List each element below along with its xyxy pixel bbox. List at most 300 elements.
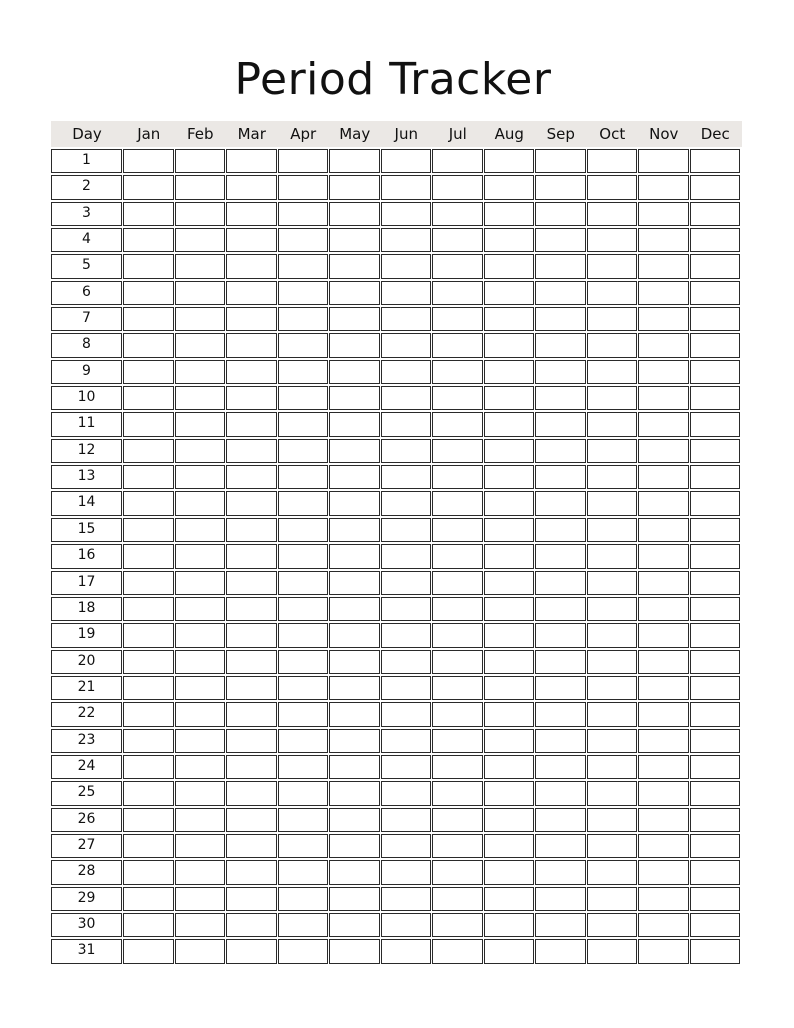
tracker-cell[interactable] bbox=[535, 781, 586, 805]
tracker-cell[interactable] bbox=[329, 571, 380, 595]
tracker-cell[interactable] bbox=[484, 650, 535, 674]
tracker-cell[interactable] bbox=[175, 491, 226, 515]
tracker-cell[interactable] bbox=[329, 676, 380, 700]
tracker-cell[interactable] bbox=[226, 887, 277, 911]
tracker-cell[interactable] bbox=[535, 623, 586, 647]
tracker-cell[interactable] bbox=[226, 755, 277, 779]
tracker-cell[interactable] bbox=[535, 281, 586, 305]
tracker-cell[interactable] bbox=[587, 491, 638, 515]
tracker-cell[interactable] bbox=[638, 623, 689, 647]
tracker-cell[interactable] bbox=[587, 939, 638, 963]
tracker-cell[interactable] bbox=[175, 175, 226, 199]
tracker-cell[interactable] bbox=[432, 834, 483, 858]
tracker-cell[interactable] bbox=[175, 939, 226, 963]
tracker-cell[interactable] bbox=[278, 781, 329, 805]
tracker-cell[interactable] bbox=[432, 729, 483, 753]
tracker-cell[interactable] bbox=[432, 518, 483, 542]
tracker-cell[interactable] bbox=[432, 676, 483, 700]
tracker-cell[interactable] bbox=[535, 202, 586, 226]
tracker-cell[interactable] bbox=[381, 597, 432, 621]
tracker-cell[interactable] bbox=[329, 781, 380, 805]
tracker-cell[interactable] bbox=[329, 175, 380, 199]
tracker-cell[interactable] bbox=[381, 254, 432, 278]
tracker-cell[interactable] bbox=[432, 808, 483, 832]
tracker-cell[interactable] bbox=[226, 281, 277, 305]
tracker-cell[interactable] bbox=[484, 702, 535, 726]
tracker-cell[interactable] bbox=[381, 676, 432, 700]
tracker-cell[interactable] bbox=[123, 781, 174, 805]
tracker-cell[interactable] bbox=[123, 834, 174, 858]
tracker-cell[interactable] bbox=[381, 939, 432, 963]
tracker-cell[interactable] bbox=[381, 412, 432, 436]
tracker-cell[interactable] bbox=[535, 913, 586, 937]
tracker-cell[interactable] bbox=[587, 281, 638, 305]
tracker-cell[interactable] bbox=[123, 228, 174, 252]
tracker-cell[interactable] bbox=[432, 360, 483, 384]
tracker-cell[interactable] bbox=[535, 333, 586, 357]
tracker-cell[interactable] bbox=[432, 149, 483, 173]
tracker-cell[interactable] bbox=[587, 175, 638, 199]
tracker-cell[interactable] bbox=[226, 623, 277, 647]
tracker-cell[interactable] bbox=[690, 465, 741, 489]
tracker-cell[interactable] bbox=[123, 676, 174, 700]
tracker-cell[interactable] bbox=[381, 623, 432, 647]
tracker-cell[interactable] bbox=[329, 307, 380, 331]
tracker-cell[interactable] bbox=[278, 808, 329, 832]
tracker-cell[interactable] bbox=[484, 887, 535, 911]
tracker-cell[interactable] bbox=[638, 544, 689, 568]
tracker-cell[interactable] bbox=[638, 939, 689, 963]
tracker-cell[interactable] bbox=[638, 860, 689, 884]
tracker-cell[interactable] bbox=[432, 439, 483, 463]
tracker-cell[interactable] bbox=[123, 623, 174, 647]
tracker-cell[interactable] bbox=[587, 650, 638, 674]
tracker-cell[interactable] bbox=[690, 544, 741, 568]
tracker-cell[interactable] bbox=[123, 412, 174, 436]
tracker-cell[interactable] bbox=[278, 228, 329, 252]
tracker-cell[interactable] bbox=[432, 702, 483, 726]
tracker-cell[interactable] bbox=[484, 333, 535, 357]
tracker-cell[interactable] bbox=[381, 729, 432, 753]
tracker-cell[interactable] bbox=[226, 518, 277, 542]
tracker-cell[interactable] bbox=[690, 254, 741, 278]
tracker-cell[interactable] bbox=[175, 623, 226, 647]
tracker-cell[interactable] bbox=[535, 491, 586, 515]
tracker-cell[interactable] bbox=[226, 175, 277, 199]
tracker-cell[interactable] bbox=[381, 755, 432, 779]
tracker-cell[interactable] bbox=[278, 307, 329, 331]
tracker-cell[interactable] bbox=[535, 571, 586, 595]
tracker-cell[interactable] bbox=[226, 544, 277, 568]
tracker-cell[interactable] bbox=[587, 333, 638, 357]
tracker-cell[interactable] bbox=[484, 729, 535, 753]
tracker-cell[interactable] bbox=[535, 307, 586, 331]
tracker-cell[interactable] bbox=[329, 623, 380, 647]
tracker-cell[interactable] bbox=[381, 386, 432, 410]
tracker-cell[interactable] bbox=[175, 360, 226, 384]
tracker-cell[interactable] bbox=[535, 518, 586, 542]
tracker-cell[interactable] bbox=[226, 254, 277, 278]
tracker-cell[interactable] bbox=[329, 491, 380, 515]
tracker-cell[interactable] bbox=[278, 360, 329, 384]
tracker-cell[interactable] bbox=[587, 623, 638, 647]
tracker-cell[interactable] bbox=[329, 913, 380, 937]
tracker-cell[interactable] bbox=[638, 729, 689, 753]
tracker-cell[interactable] bbox=[278, 913, 329, 937]
tracker-cell[interactable] bbox=[484, 781, 535, 805]
tracker-cell[interactable] bbox=[638, 360, 689, 384]
tracker-cell[interactable] bbox=[175, 597, 226, 621]
tracker-cell[interactable] bbox=[638, 597, 689, 621]
tracker-cell[interactable] bbox=[638, 571, 689, 595]
tracker-cell[interactable] bbox=[587, 228, 638, 252]
tracker-cell[interactable] bbox=[278, 202, 329, 226]
tracker-cell[interactable] bbox=[484, 412, 535, 436]
tracker-cell[interactable] bbox=[123, 281, 174, 305]
tracker-cell[interactable] bbox=[690, 939, 741, 963]
tracker-cell[interactable] bbox=[638, 307, 689, 331]
tracker-cell[interactable] bbox=[638, 518, 689, 542]
tracker-cell[interactable] bbox=[690, 412, 741, 436]
tracker-cell[interactable] bbox=[432, 860, 483, 884]
tracker-cell[interactable] bbox=[381, 781, 432, 805]
tracker-cell[interactable] bbox=[123, 465, 174, 489]
tracker-cell[interactable] bbox=[381, 175, 432, 199]
tracker-cell[interactable] bbox=[278, 571, 329, 595]
tracker-cell[interactable] bbox=[175, 729, 226, 753]
tracker-cell[interactable] bbox=[690, 360, 741, 384]
tracker-cell[interactable] bbox=[638, 281, 689, 305]
tracker-cell[interactable] bbox=[329, 650, 380, 674]
tracker-cell[interactable] bbox=[278, 149, 329, 173]
tracker-cell[interactable] bbox=[175, 571, 226, 595]
tracker-cell[interactable] bbox=[175, 333, 226, 357]
tracker-cell[interactable] bbox=[123, 254, 174, 278]
tracker-cell[interactable] bbox=[175, 544, 226, 568]
tracker-cell[interactable] bbox=[278, 887, 329, 911]
tracker-cell[interactable] bbox=[535, 755, 586, 779]
tracker-cell[interactable] bbox=[638, 439, 689, 463]
tracker-cell[interactable] bbox=[690, 333, 741, 357]
tracker-cell[interactable] bbox=[535, 544, 586, 568]
tracker-cell[interactable] bbox=[278, 729, 329, 753]
tracker-cell[interactable] bbox=[329, 202, 380, 226]
tracker-cell[interactable] bbox=[123, 702, 174, 726]
tracker-cell[interactable] bbox=[175, 254, 226, 278]
tracker-cell[interactable] bbox=[535, 650, 586, 674]
tracker-cell[interactable] bbox=[381, 149, 432, 173]
tracker-cell[interactable] bbox=[484, 386, 535, 410]
tracker-cell[interactable] bbox=[329, 465, 380, 489]
tracker-cell[interactable] bbox=[690, 571, 741, 595]
tracker-cell[interactable] bbox=[329, 597, 380, 621]
tracker-cell[interactable] bbox=[381, 544, 432, 568]
tracker-cell[interactable] bbox=[123, 571, 174, 595]
tracker-cell[interactable] bbox=[690, 175, 741, 199]
tracker-cell[interactable] bbox=[690, 887, 741, 911]
tracker-cell[interactable] bbox=[484, 202, 535, 226]
tracker-cell[interactable] bbox=[484, 149, 535, 173]
tracker-cell[interactable] bbox=[587, 729, 638, 753]
tracker-cell[interactable] bbox=[175, 913, 226, 937]
tracker-cell[interactable] bbox=[175, 834, 226, 858]
tracker-cell[interactable] bbox=[484, 676, 535, 700]
tracker-cell[interactable] bbox=[329, 808, 380, 832]
tracker-cell[interactable] bbox=[432, 228, 483, 252]
tracker-cell[interactable] bbox=[638, 386, 689, 410]
tracker-cell[interactable] bbox=[535, 808, 586, 832]
tracker-cell[interactable] bbox=[226, 465, 277, 489]
tracker-cell[interactable] bbox=[587, 465, 638, 489]
tracker-cell[interactable] bbox=[587, 834, 638, 858]
tracker-cell[interactable] bbox=[535, 228, 586, 252]
tracker-cell[interactable] bbox=[432, 650, 483, 674]
tracker-cell[interactable] bbox=[690, 808, 741, 832]
tracker-cell[interactable] bbox=[484, 439, 535, 463]
tracker-cell[interactable] bbox=[690, 228, 741, 252]
tracker-cell[interactable] bbox=[329, 360, 380, 384]
tracker-cell[interactable] bbox=[484, 834, 535, 858]
tracker-cell[interactable] bbox=[123, 913, 174, 937]
tracker-cell[interactable] bbox=[587, 254, 638, 278]
tracker-cell[interactable] bbox=[175, 781, 226, 805]
tracker-cell[interactable] bbox=[381, 333, 432, 357]
tracker-cell[interactable] bbox=[690, 439, 741, 463]
tracker-cell[interactable] bbox=[175, 702, 226, 726]
tracker-cell[interactable] bbox=[432, 623, 483, 647]
tracker-cell[interactable] bbox=[329, 254, 380, 278]
tracker-cell[interactable] bbox=[638, 834, 689, 858]
tracker-cell[interactable] bbox=[226, 333, 277, 357]
tracker-cell[interactable] bbox=[329, 386, 380, 410]
tracker-cell[interactable] bbox=[175, 307, 226, 331]
tracker-cell[interactable] bbox=[226, 571, 277, 595]
tracker-cell[interactable] bbox=[587, 360, 638, 384]
tracker-cell[interactable] bbox=[638, 808, 689, 832]
tracker-cell[interactable] bbox=[535, 175, 586, 199]
tracker-cell[interactable] bbox=[535, 834, 586, 858]
tracker-cell[interactable] bbox=[278, 702, 329, 726]
tracker-cell[interactable] bbox=[690, 729, 741, 753]
tracker-cell[interactable] bbox=[175, 887, 226, 911]
tracker-cell[interactable] bbox=[329, 834, 380, 858]
tracker-cell[interactable] bbox=[535, 254, 586, 278]
tracker-cell[interactable] bbox=[278, 386, 329, 410]
tracker-cell[interactable] bbox=[690, 781, 741, 805]
tracker-cell[interactable] bbox=[587, 544, 638, 568]
tracker-cell[interactable] bbox=[587, 386, 638, 410]
tracker-cell[interactable] bbox=[329, 518, 380, 542]
tracker-cell[interactable] bbox=[432, 254, 483, 278]
tracker-cell[interactable] bbox=[690, 755, 741, 779]
tracker-cell[interactable] bbox=[638, 175, 689, 199]
tracker-cell[interactable] bbox=[278, 597, 329, 621]
tracker-cell[interactable] bbox=[175, 650, 226, 674]
tracker-cell[interactable] bbox=[690, 281, 741, 305]
tracker-cell[interactable] bbox=[587, 913, 638, 937]
tracker-cell[interactable] bbox=[587, 307, 638, 331]
tracker-cell[interactable] bbox=[690, 860, 741, 884]
tracker-cell[interactable] bbox=[484, 465, 535, 489]
tracker-cell[interactable] bbox=[226, 676, 277, 700]
tracker-cell[interactable] bbox=[329, 702, 380, 726]
tracker-cell[interactable] bbox=[587, 202, 638, 226]
tracker-cell[interactable] bbox=[432, 781, 483, 805]
tracker-cell[interactable] bbox=[638, 676, 689, 700]
tracker-cell[interactable] bbox=[638, 254, 689, 278]
tracker-cell[interactable] bbox=[175, 202, 226, 226]
tracker-cell[interactable] bbox=[226, 307, 277, 331]
tracker-cell[interactable] bbox=[175, 281, 226, 305]
tracker-cell[interactable] bbox=[226, 149, 277, 173]
tracker-cell[interactable] bbox=[329, 333, 380, 357]
tracker-cell[interactable] bbox=[535, 939, 586, 963]
tracker-cell[interactable] bbox=[432, 491, 483, 515]
tracker-cell[interactable] bbox=[484, 571, 535, 595]
tracker-cell[interactable] bbox=[638, 333, 689, 357]
tracker-cell[interactable] bbox=[226, 491, 277, 515]
tracker-cell[interactable] bbox=[175, 439, 226, 463]
tracker-cell[interactable] bbox=[484, 860, 535, 884]
tracker-cell[interactable] bbox=[690, 307, 741, 331]
tracker-cell[interactable] bbox=[278, 254, 329, 278]
tracker-cell[interactable] bbox=[484, 360, 535, 384]
tracker-cell[interactable] bbox=[278, 623, 329, 647]
tracker-cell[interactable] bbox=[690, 491, 741, 515]
tracker-cell[interactable] bbox=[226, 729, 277, 753]
tracker-cell[interactable] bbox=[381, 702, 432, 726]
tracker-cell[interactable] bbox=[484, 175, 535, 199]
tracker-cell[interactable] bbox=[226, 860, 277, 884]
tracker-cell[interactable] bbox=[690, 913, 741, 937]
tracker-cell[interactable] bbox=[278, 465, 329, 489]
tracker-cell[interactable] bbox=[226, 808, 277, 832]
tracker-cell[interactable] bbox=[381, 465, 432, 489]
tracker-cell[interactable] bbox=[175, 755, 226, 779]
tracker-cell[interactable] bbox=[484, 597, 535, 621]
tracker-cell[interactable] bbox=[535, 887, 586, 911]
tracker-cell[interactable] bbox=[587, 702, 638, 726]
tracker-cell[interactable] bbox=[432, 913, 483, 937]
tracker-cell[interactable] bbox=[432, 386, 483, 410]
tracker-cell[interactable] bbox=[535, 360, 586, 384]
tracker-cell[interactable] bbox=[381, 808, 432, 832]
tracker-cell[interactable] bbox=[123, 307, 174, 331]
tracker-cell[interactable] bbox=[123, 597, 174, 621]
tracker-cell[interactable] bbox=[638, 650, 689, 674]
tracker-cell[interactable] bbox=[381, 913, 432, 937]
tracker-cell[interactable] bbox=[690, 202, 741, 226]
tracker-cell[interactable] bbox=[226, 597, 277, 621]
tracker-cell[interactable] bbox=[690, 518, 741, 542]
tracker-cell[interactable] bbox=[175, 465, 226, 489]
tracker-cell[interactable] bbox=[123, 491, 174, 515]
tracker-cell[interactable] bbox=[432, 281, 483, 305]
tracker-cell[interactable] bbox=[226, 939, 277, 963]
tracker-cell[interactable] bbox=[226, 202, 277, 226]
tracker-cell[interactable] bbox=[638, 149, 689, 173]
tracker-cell[interactable] bbox=[690, 149, 741, 173]
tracker-cell[interactable] bbox=[278, 860, 329, 884]
tracker-cell[interactable] bbox=[432, 887, 483, 911]
tracker-cell[interactable] bbox=[432, 333, 483, 357]
tracker-cell[interactable] bbox=[484, 491, 535, 515]
tracker-cell[interactable] bbox=[329, 544, 380, 568]
tracker-cell[interactable] bbox=[226, 650, 277, 674]
tracker-cell[interactable] bbox=[175, 149, 226, 173]
tracker-cell[interactable] bbox=[175, 412, 226, 436]
tracker-cell[interactable] bbox=[329, 939, 380, 963]
tracker-cell[interactable] bbox=[381, 571, 432, 595]
tracker-cell[interactable] bbox=[123, 386, 174, 410]
tracker-cell[interactable] bbox=[484, 808, 535, 832]
tracker-cell[interactable] bbox=[226, 834, 277, 858]
tracker-cell[interactable] bbox=[587, 597, 638, 621]
tracker-cell[interactable] bbox=[123, 808, 174, 832]
tracker-cell[interactable] bbox=[587, 808, 638, 832]
tracker-cell[interactable] bbox=[587, 781, 638, 805]
tracker-cell[interactable] bbox=[381, 228, 432, 252]
tracker-cell[interactable] bbox=[381, 834, 432, 858]
tracker-cell[interactable] bbox=[535, 597, 586, 621]
tracker-cell[interactable] bbox=[278, 333, 329, 357]
tracker-cell[interactable] bbox=[484, 307, 535, 331]
tracker-cell[interactable] bbox=[638, 465, 689, 489]
tracker-cell[interactable] bbox=[329, 887, 380, 911]
tracker-cell[interactable] bbox=[484, 228, 535, 252]
tracker-cell[interactable] bbox=[638, 491, 689, 515]
tracker-cell[interactable] bbox=[278, 544, 329, 568]
tracker-cell[interactable] bbox=[587, 518, 638, 542]
tracker-cell[interactable] bbox=[587, 860, 638, 884]
tracker-cell[interactable] bbox=[278, 175, 329, 199]
tracker-cell[interactable] bbox=[226, 386, 277, 410]
tracker-cell[interactable] bbox=[535, 860, 586, 884]
tracker-cell[interactable] bbox=[226, 228, 277, 252]
tracker-cell[interactable] bbox=[226, 702, 277, 726]
tracker-cell[interactable] bbox=[381, 360, 432, 384]
tracker-cell[interactable] bbox=[329, 755, 380, 779]
tracker-cell[interactable] bbox=[381, 650, 432, 674]
tracker-cell[interactable] bbox=[278, 412, 329, 436]
tracker-cell[interactable] bbox=[587, 439, 638, 463]
tracker-cell[interactable] bbox=[690, 702, 741, 726]
tracker-cell[interactable] bbox=[690, 597, 741, 621]
tracker-cell[interactable] bbox=[123, 860, 174, 884]
tracker-cell[interactable] bbox=[638, 887, 689, 911]
tracker-cell[interactable] bbox=[690, 676, 741, 700]
tracker-cell[interactable] bbox=[278, 650, 329, 674]
tracker-cell[interactable] bbox=[432, 544, 483, 568]
tracker-cell[interactable] bbox=[690, 650, 741, 674]
tracker-cell[interactable] bbox=[535, 465, 586, 489]
tracker-cell[interactable] bbox=[175, 808, 226, 832]
tracker-cell[interactable] bbox=[381, 307, 432, 331]
tracker-cell[interactable] bbox=[535, 729, 586, 753]
tracker-cell[interactable] bbox=[432, 307, 483, 331]
tracker-cell[interactable] bbox=[123, 333, 174, 357]
tracker-cell[interactable] bbox=[381, 887, 432, 911]
tracker-cell[interactable] bbox=[432, 465, 483, 489]
tracker-cell[interactable] bbox=[226, 781, 277, 805]
tracker-cell[interactable] bbox=[226, 913, 277, 937]
tracker-cell[interactable] bbox=[432, 597, 483, 621]
tracker-cell[interactable] bbox=[123, 202, 174, 226]
tracker-cell[interactable] bbox=[484, 544, 535, 568]
tracker-cell[interactable] bbox=[123, 939, 174, 963]
tracker-cell[interactable] bbox=[123, 149, 174, 173]
tracker-cell[interactable] bbox=[278, 834, 329, 858]
